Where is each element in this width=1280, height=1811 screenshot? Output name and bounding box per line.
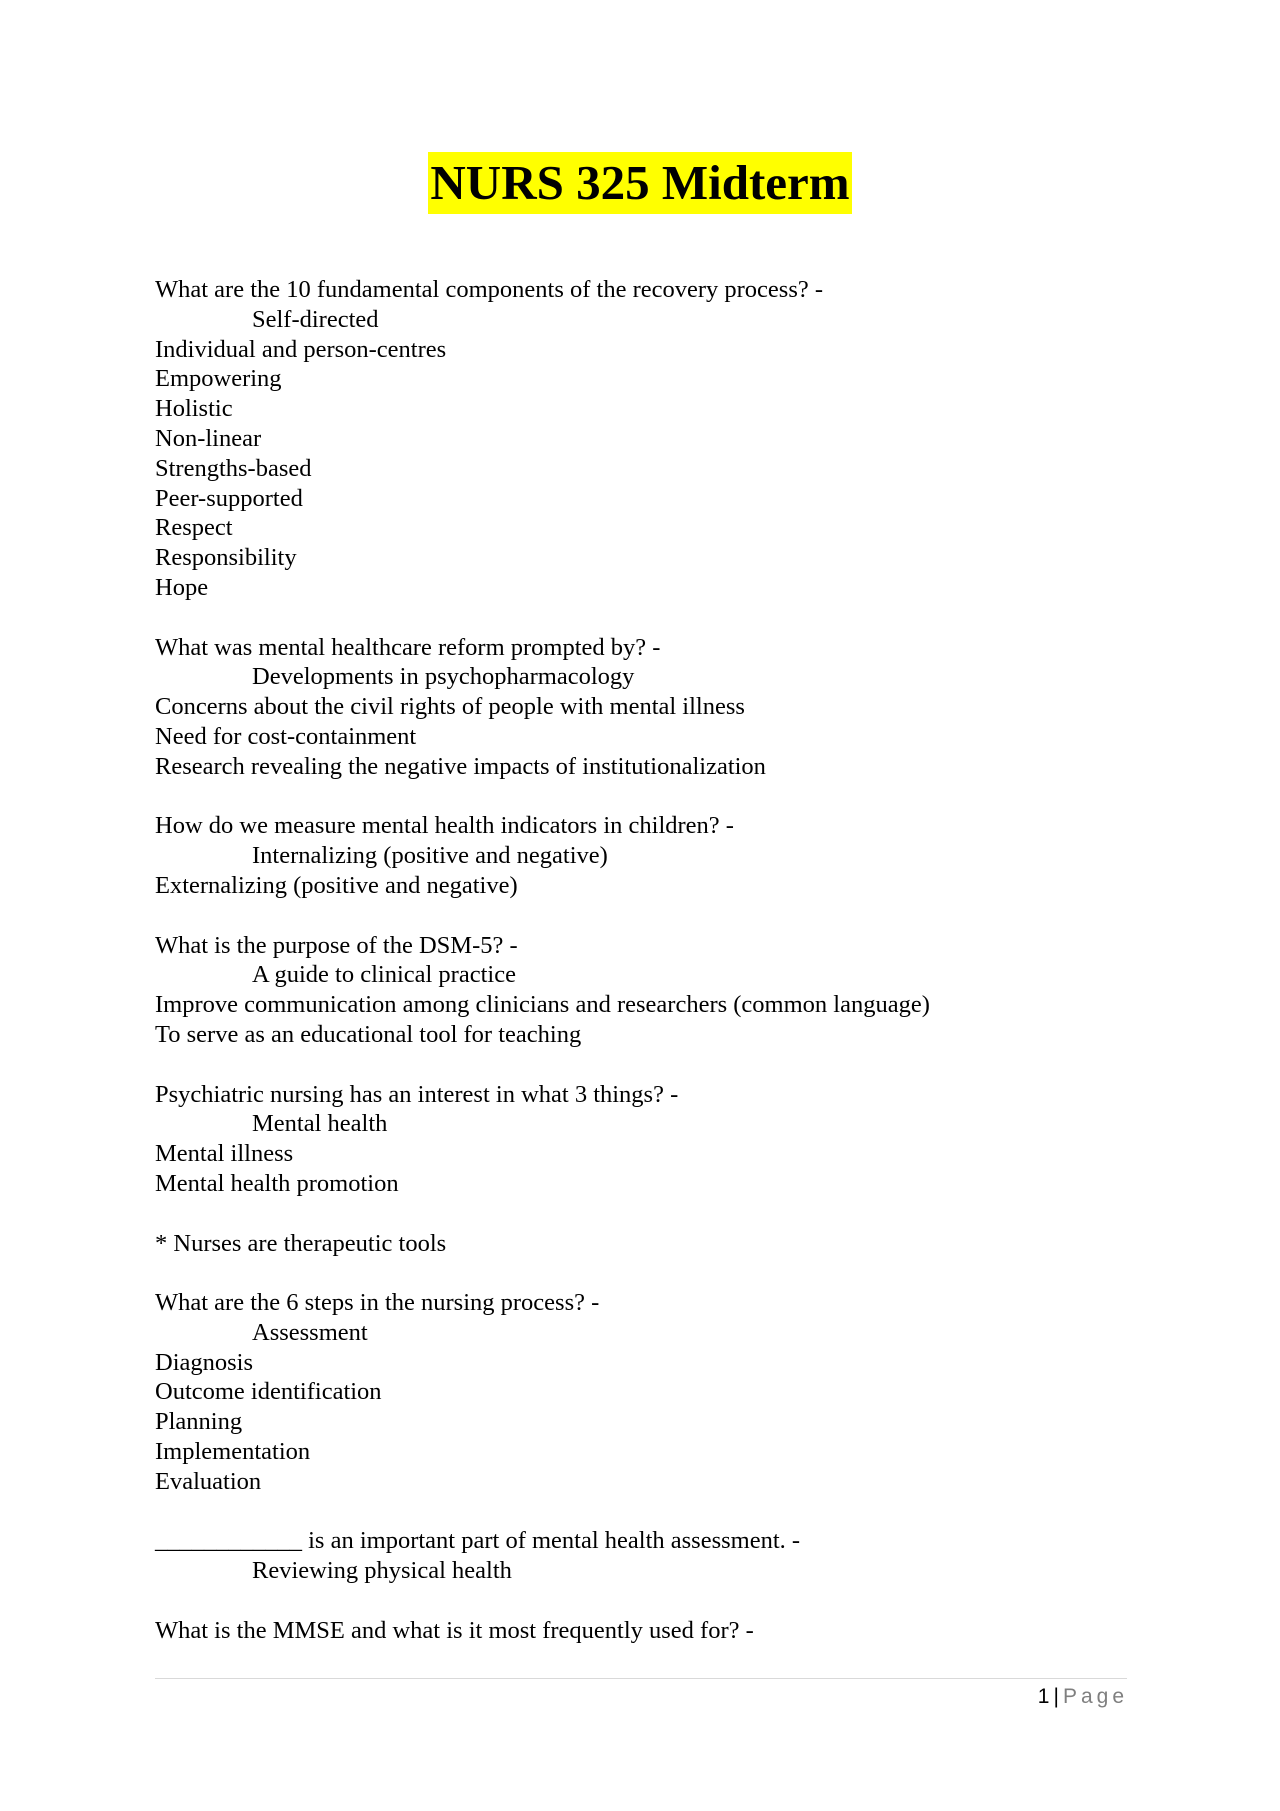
answer: Peer-supported — [155, 484, 303, 512]
question: How do we measure mental health indicators in children? - — [155, 812, 734, 840]
answer-first: Reviewing physical health — [252, 1557, 512, 1585]
answer: Individual and person-centres — [155, 335, 447, 363]
title-container — [0, 152, 1280, 214]
question: What was mental healthcare reform prompted by? - — [155, 633, 661, 661]
note-block — [155, 1229, 1155, 1259]
footer-divider — [155, 1678, 1127, 1679]
question: What is the purpose of the DSM-5? - — [155, 931, 518, 959]
page-label: Page — [1062, 1685, 1128, 1708]
qa-block — [155, 1288, 1155, 1497]
qa-block — [155, 1616, 1155, 1646]
answer: To serve as an educational tool for teaching — [155, 1020, 582, 1048]
answer: Outcome identification — [155, 1378, 382, 1406]
page-footer — [1038, 1683, 1128, 1711]
qa-block — [155, 931, 1155, 1050]
question: Psychiatric nursing has an interest in what 3 things? - — [155, 1080, 679, 1108]
answer: Research revealing the negative impacts of institutionalization — [155, 752, 766, 780]
answer: Diagnosis — [155, 1348, 253, 1376]
answer-first: Self-directed — [252, 305, 379, 333]
answer: Evaluation — [155, 1467, 262, 1495]
qa-block — [155, 811, 1155, 900]
answer-first: Developments in psychopharmacology — [252, 663, 635, 691]
answer: Improve communication among clinicians and researchers (common language) — [155, 991, 930, 1019]
answer: Externalizing (positive and negative) — [155, 871, 518, 899]
answer: Concerns about the civil rights of people with mental illness — [155, 693, 745, 721]
answer-first: Assessment — [252, 1318, 368, 1346]
qa-block — [155, 633, 1155, 782]
answer: Mental illness — [155, 1140, 294, 1168]
qa-block — [155, 275, 1155, 603]
document-title: NURS 325 Midterm — [428, 152, 851, 214]
document-body — [155, 275, 1155, 1675]
answer: Strengths-based — [155, 454, 312, 482]
answer: Implementation — [155, 1438, 311, 1466]
answer-first: Internalizing (positive and negative) — [252, 842, 608, 870]
note-text: * Nurses are therapeutic tools — [155, 1229, 447, 1257]
footer-separator: | — [1053, 1685, 1059, 1708]
answer-first: A guide to clinical practice — [252, 961, 516, 989]
answer: Responsibility — [155, 544, 297, 572]
answer-first: Mental health — [252, 1110, 388, 1138]
question: What are the 10 fundamental components of the recovery process? - — [155, 276, 824, 303]
answer: Non-linear — [155, 424, 262, 452]
answer: Empowering — [155, 365, 282, 393]
answer: Planning — [155, 1408, 243, 1436]
question: What are the 6 steps in the nursing process? - — [155, 1289, 600, 1317]
answer: Mental health promotion — [155, 1169, 399, 1197]
answer: Hope — [155, 573, 209, 601]
qa-block — [155, 1526, 1155, 1586]
answer: Need for cost-containment — [155, 722, 417, 750]
page-number: 1 — [1037, 1685, 1050, 1708]
answer: Respect — [155, 514, 233, 542]
question: What is the MMSE and what is it most frequently used for? - — [155, 1616, 754, 1644]
answer: Holistic — [155, 395, 233, 423]
qa-block — [155, 1080, 1155, 1199]
question: ____________ is an important part of mental health assessment. - — [155, 1527, 801, 1555]
